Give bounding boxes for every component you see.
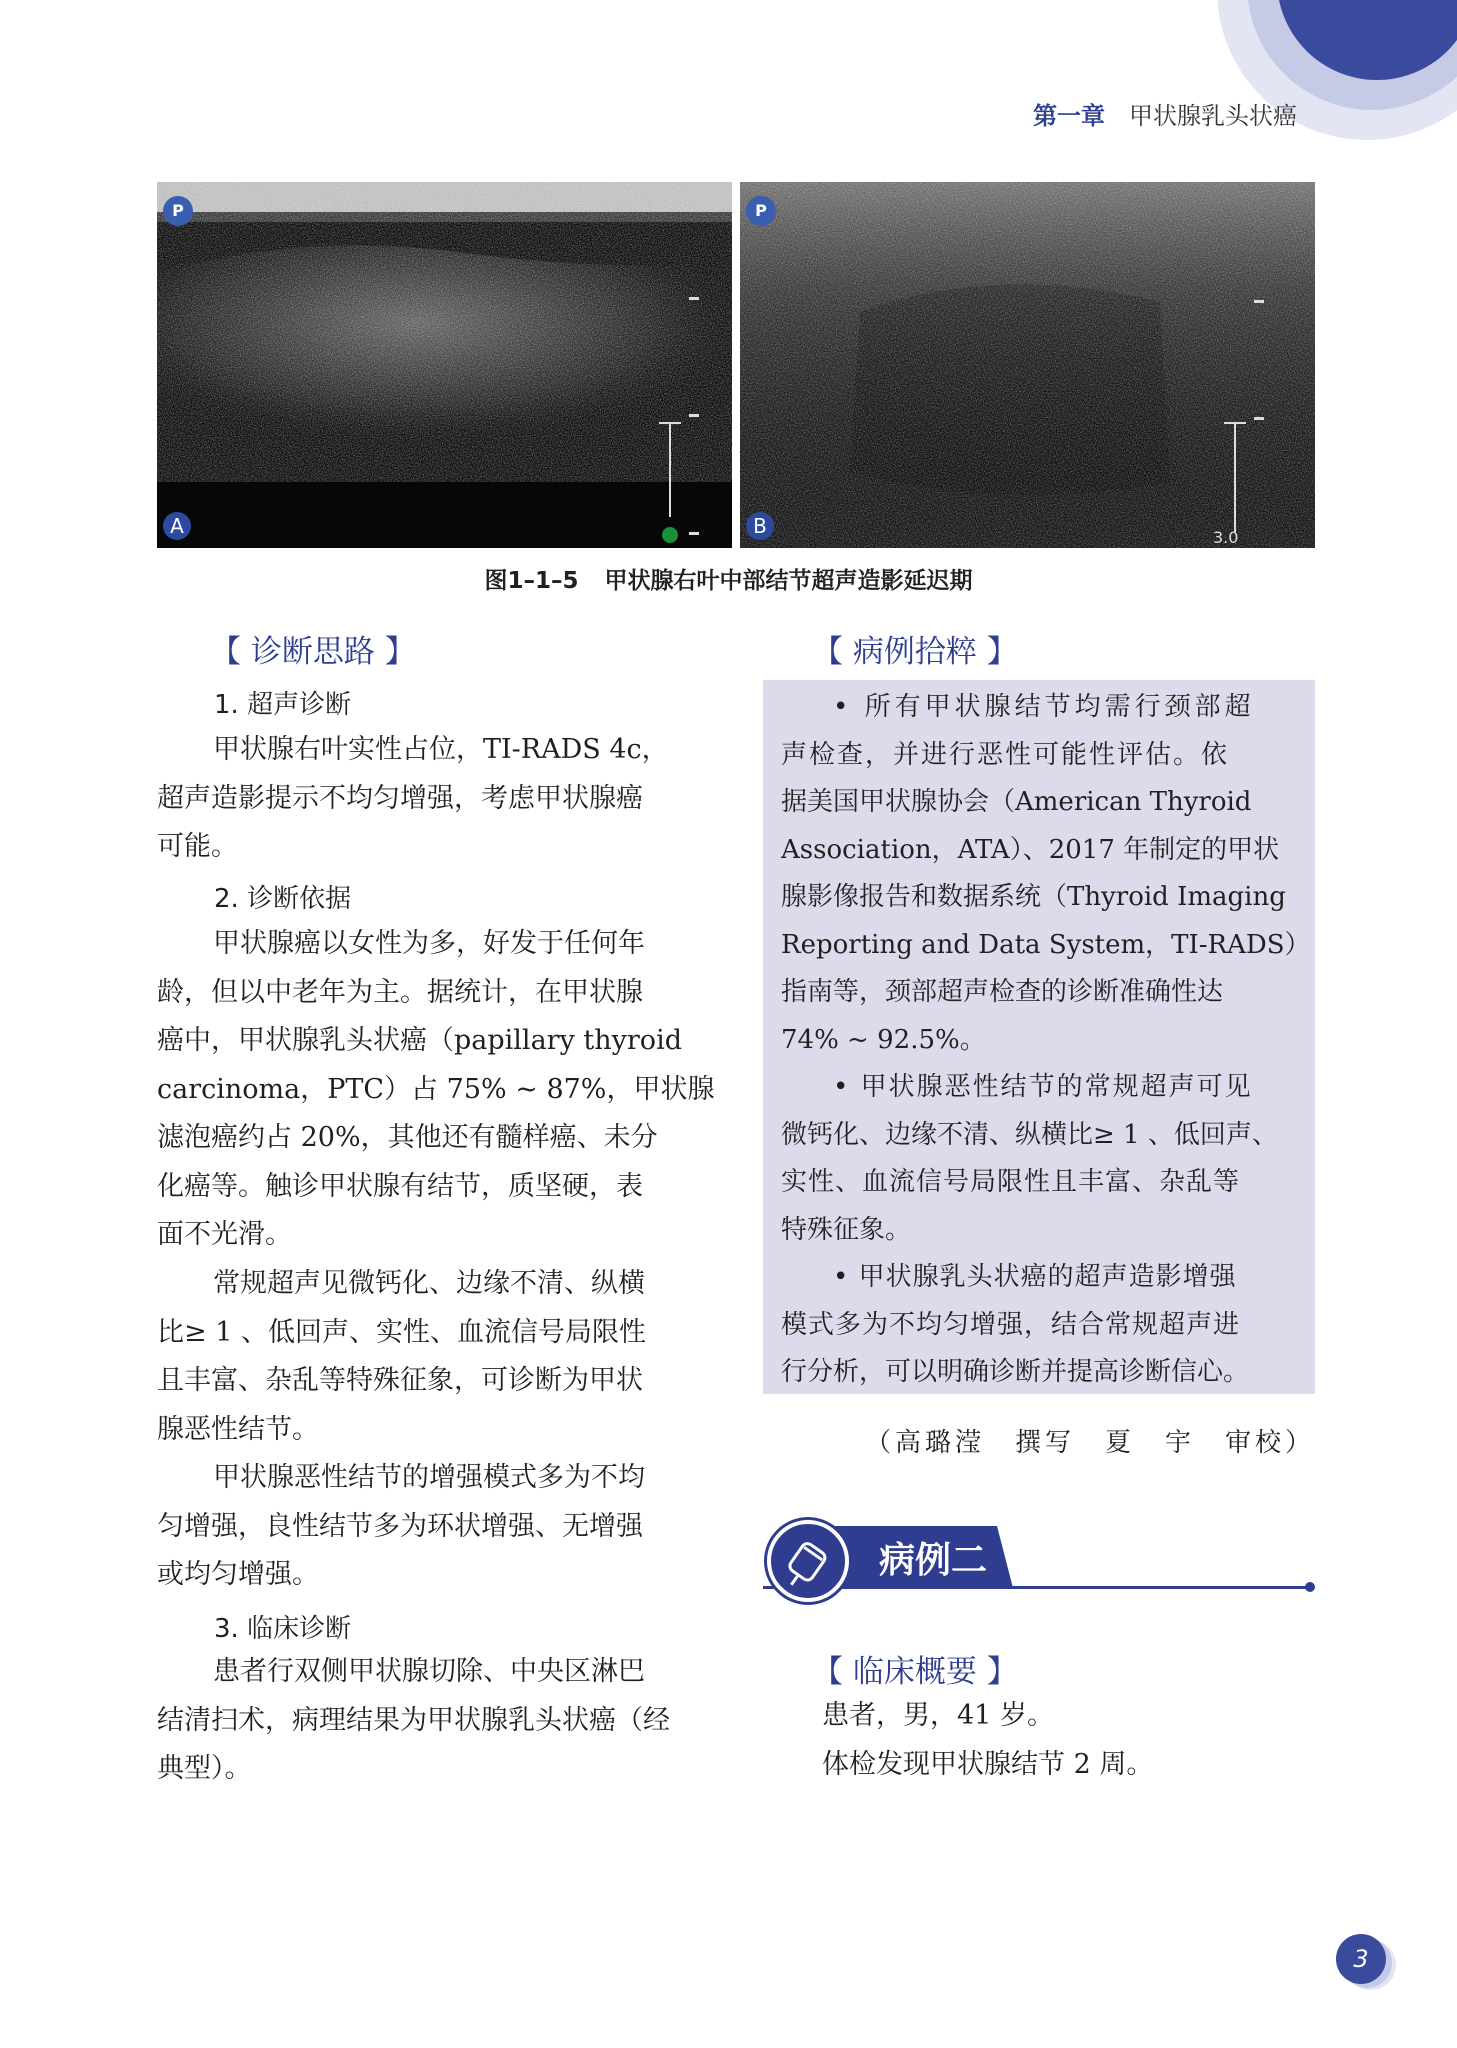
text-line: 匀增强，良性结节多为环状增强、无增强 xyxy=(157,1510,643,1542)
text-line: 74% ~ 92.5%。 xyxy=(781,1024,986,1055)
ruler-cap-a xyxy=(659,422,681,424)
text-line: 微钙化、边缘不清、纵横比≥ 1 、低回声、 xyxy=(781,1119,1278,1150)
text-line: • 所有甲状腺结节均需行颈部超 xyxy=(833,692,1255,722)
panel-label-b: B xyxy=(746,512,774,540)
text-line: 面不光滑。 xyxy=(157,1219,292,1250)
text-line: Reporting and Data System，TI-RADS） xyxy=(781,929,1311,960)
chapter-title: 甲状腺乳头状癌 xyxy=(1129,102,1297,130)
text-line: 结清扫术，病理结果为甲状腺乳头状癌（经 xyxy=(157,1704,670,1736)
running-head xyxy=(1033,96,1297,131)
highlights-box xyxy=(763,680,1315,1394)
case-2-title: 病例二 xyxy=(879,1540,988,1581)
panel-label-a: A xyxy=(163,512,191,540)
section-1-text xyxy=(157,726,709,872)
text-line: 或均匀增强。 xyxy=(157,1559,319,1590)
text-line: 腺恶性结节。 xyxy=(157,1413,319,1445)
ruler-cap-b xyxy=(1224,422,1246,424)
section-3-title: 3. 临床诊断 xyxy=(214,1614,352,1644)
figure-number: 图1–1–5 xyxy=(484,568,579,594)
highlights-heading: 【 病例拾粹 】 xyxy=(812,634,1018,670)
text-line: 且丰富、杂乱等特殊征象，可诊断为甲状 xyxy=(157,1365,643,1396)
section-2-para-2 xyxy=(157,1260,709,1454)
text-line: 患者，男，41 岁。 xyxy=(822,1700,1054,1731)
chapter-label: 第一章 xyxy=(1033,102,1105,130)
author-credit: （高璐滢 撰写 夏 宇 审校） xyxy=(864,1428,1315,1458)
clinical-overview-heading: 【 临床概要 】 xyxy=(812,1654,1018,1690)
tick-a3 xyxy=(689,532,699,535)
text-line: 模式多为不均匀增强，结合常规超声进 xyxy=(781,1309,1241,1340)
text-line: • 甲状腺乳头状癌的超声造影增强 xyxy=(833,1262,1237,1292)
section-2-para-1 xyxy=(157,920,715,1260)
probe-mark-a: P xyxy=(163,196,193,226)
ultrasound-speckle-b xyxy=(740,182,1315,548)
diagnosis-heading: 【 诊断思路 】 xyxy=(210,634,416,670)
banner-rule-dot xyxy=(1305,1582,1315,1592)
depth-readout-b: 3.0 xyxy=(1213,528,1239,547)
ultrasound-probe-icon xyxy=(767,1520,849,1602)
highlight-bullet-2 xyxy=(781,1064,1301,1254)
text-line: 常规超声见微钙化、边缘不清、纵横 xyxy=(213,1268,645,1299)
text-line: carcinoma，PTC）占 75% ~ 87%，甲状腺 xyxy=(157,1073,715,1105)
text-line: 据美国甲状腺协会（American Thyroid xyxy=(781,787,1252,817)
highlight-bullet-3 xyxy=(781,1254,1301,1397)
text-line: 甲状腺右叶实性占位，TI-RADS 4c， xyxy=(213,734,669,765)
section-1-title: 1. 超声诊断 xyxy=(214,690,352,720)
depth-ruler-a xyxy=(669,422,671,517)
text-line: 特殊征象。 xyxy=(781,1214,912,1245)
text-line: 典型）。 xyxy=(157,1753,252,1784)
text-line: 声检查，并进行恶性可能性评估。依 xyxy=(781,739,1230,770)
text-line: 超声造影提示不均匀增强，考虑甲状腺癌 xyxy=(157,782,643,814)
probe-mark-b: P xyxy=(746,196,776,226)
figure-caption-text: 甲状腺右叶中部结节超声造影延迟期 xyxy=(604,568,973,594)
tick-b2 xyxy=(1254,417,1264,420)
ultrasound-image-a xyxy=(157,182,732,548)
text-line: 癌中，甲状腺乳头状癌（papillary thyroid xyxy=(157,1025,682,1056)
text-line: 体检发现甲状腺结节 2 周。 xyxy=(822,1748,1154,1780)
clinical-overview-text xyxy=(822,1692,1322,1789)
text-line: 龄，但以中老年为主。据统计，在甲状腺 xyxy=(157,976,643,1008)
text-line: Association，ATA）、2017 年制定的甲状 xyxy=(781,834,1280,865)
text-line: 甲状腺癌以女性为多，好发于任何年 xyxy=(213,928,645,959)
ultrasound-image-b xyxy=(740,182,1315,548)
case-2-banner xyxy=(763,1520,1315,1600)
text-line: 甲状腺恶性结节的增强模式多为不均 xyxy=(213,1462,645,1493)
text-line: 患者行双侧甲状腺切除、中央区淋巴 xyxy=(213,1656,645,1687)
text-line: 实性、血流信号局限性且丰富、杂乱等 xyxy=(781,1167,1241,1197)
section-3-text xyxy=(157,1648,709,1794)
text-line: 腺影像报告和数据系统（Thyroid Imaging xyxy=(781,882,1286,912)
focus-marker xyxy=(662,527,678,543)
ultrasound-speckle-a xyxy=(157,182,732,548)
highlight-bullet-1 xyxy=(781,684,1311,1064)
text-line: 化癌等。触诊甲状腺有结节，质坚硬，表 xyxy=(157,1170,643,1202)
page-number: 3 xyxy=(1336,1934,1386,1984)
depth-ruler-b xyxy=(1234,422,1236,532)
text-line: • 甲状腺恶性结节的常规超声可见 xyxy=(833,1072,1253,1102)
text-line: 行分析，可以明确诊断并提高诊断信心。 xyxy=(781,1357,1250,1387)
tick-a2 xyxy=(689,414,699,417)
text-line: 可能。 xyxy=(157,831,238,862)
text-line: 比≥ 1 、低回声、实性、血流信号局限性 xyxy=(157,1316,646,1348)
section-2-title: 2. 诊断依据 xyxy=(214,884,352,914)
figure-caption xyxy=(0,562,1457,595)
text-line: 滤泡癌约占 20%，其他还有髓样癌、未分 xyxy=(157,1122,658,1153)
tick-b1 xyxy=(1254,300,1264,303)
section-2-para-3 xyxy=(157,1454,709,1600)
tick-a1 xyxy=(689,297,699,300)
text-line: 指南等，颈部超声检查的诊断准确性达 xyxy=(781,977,1224,1007)
